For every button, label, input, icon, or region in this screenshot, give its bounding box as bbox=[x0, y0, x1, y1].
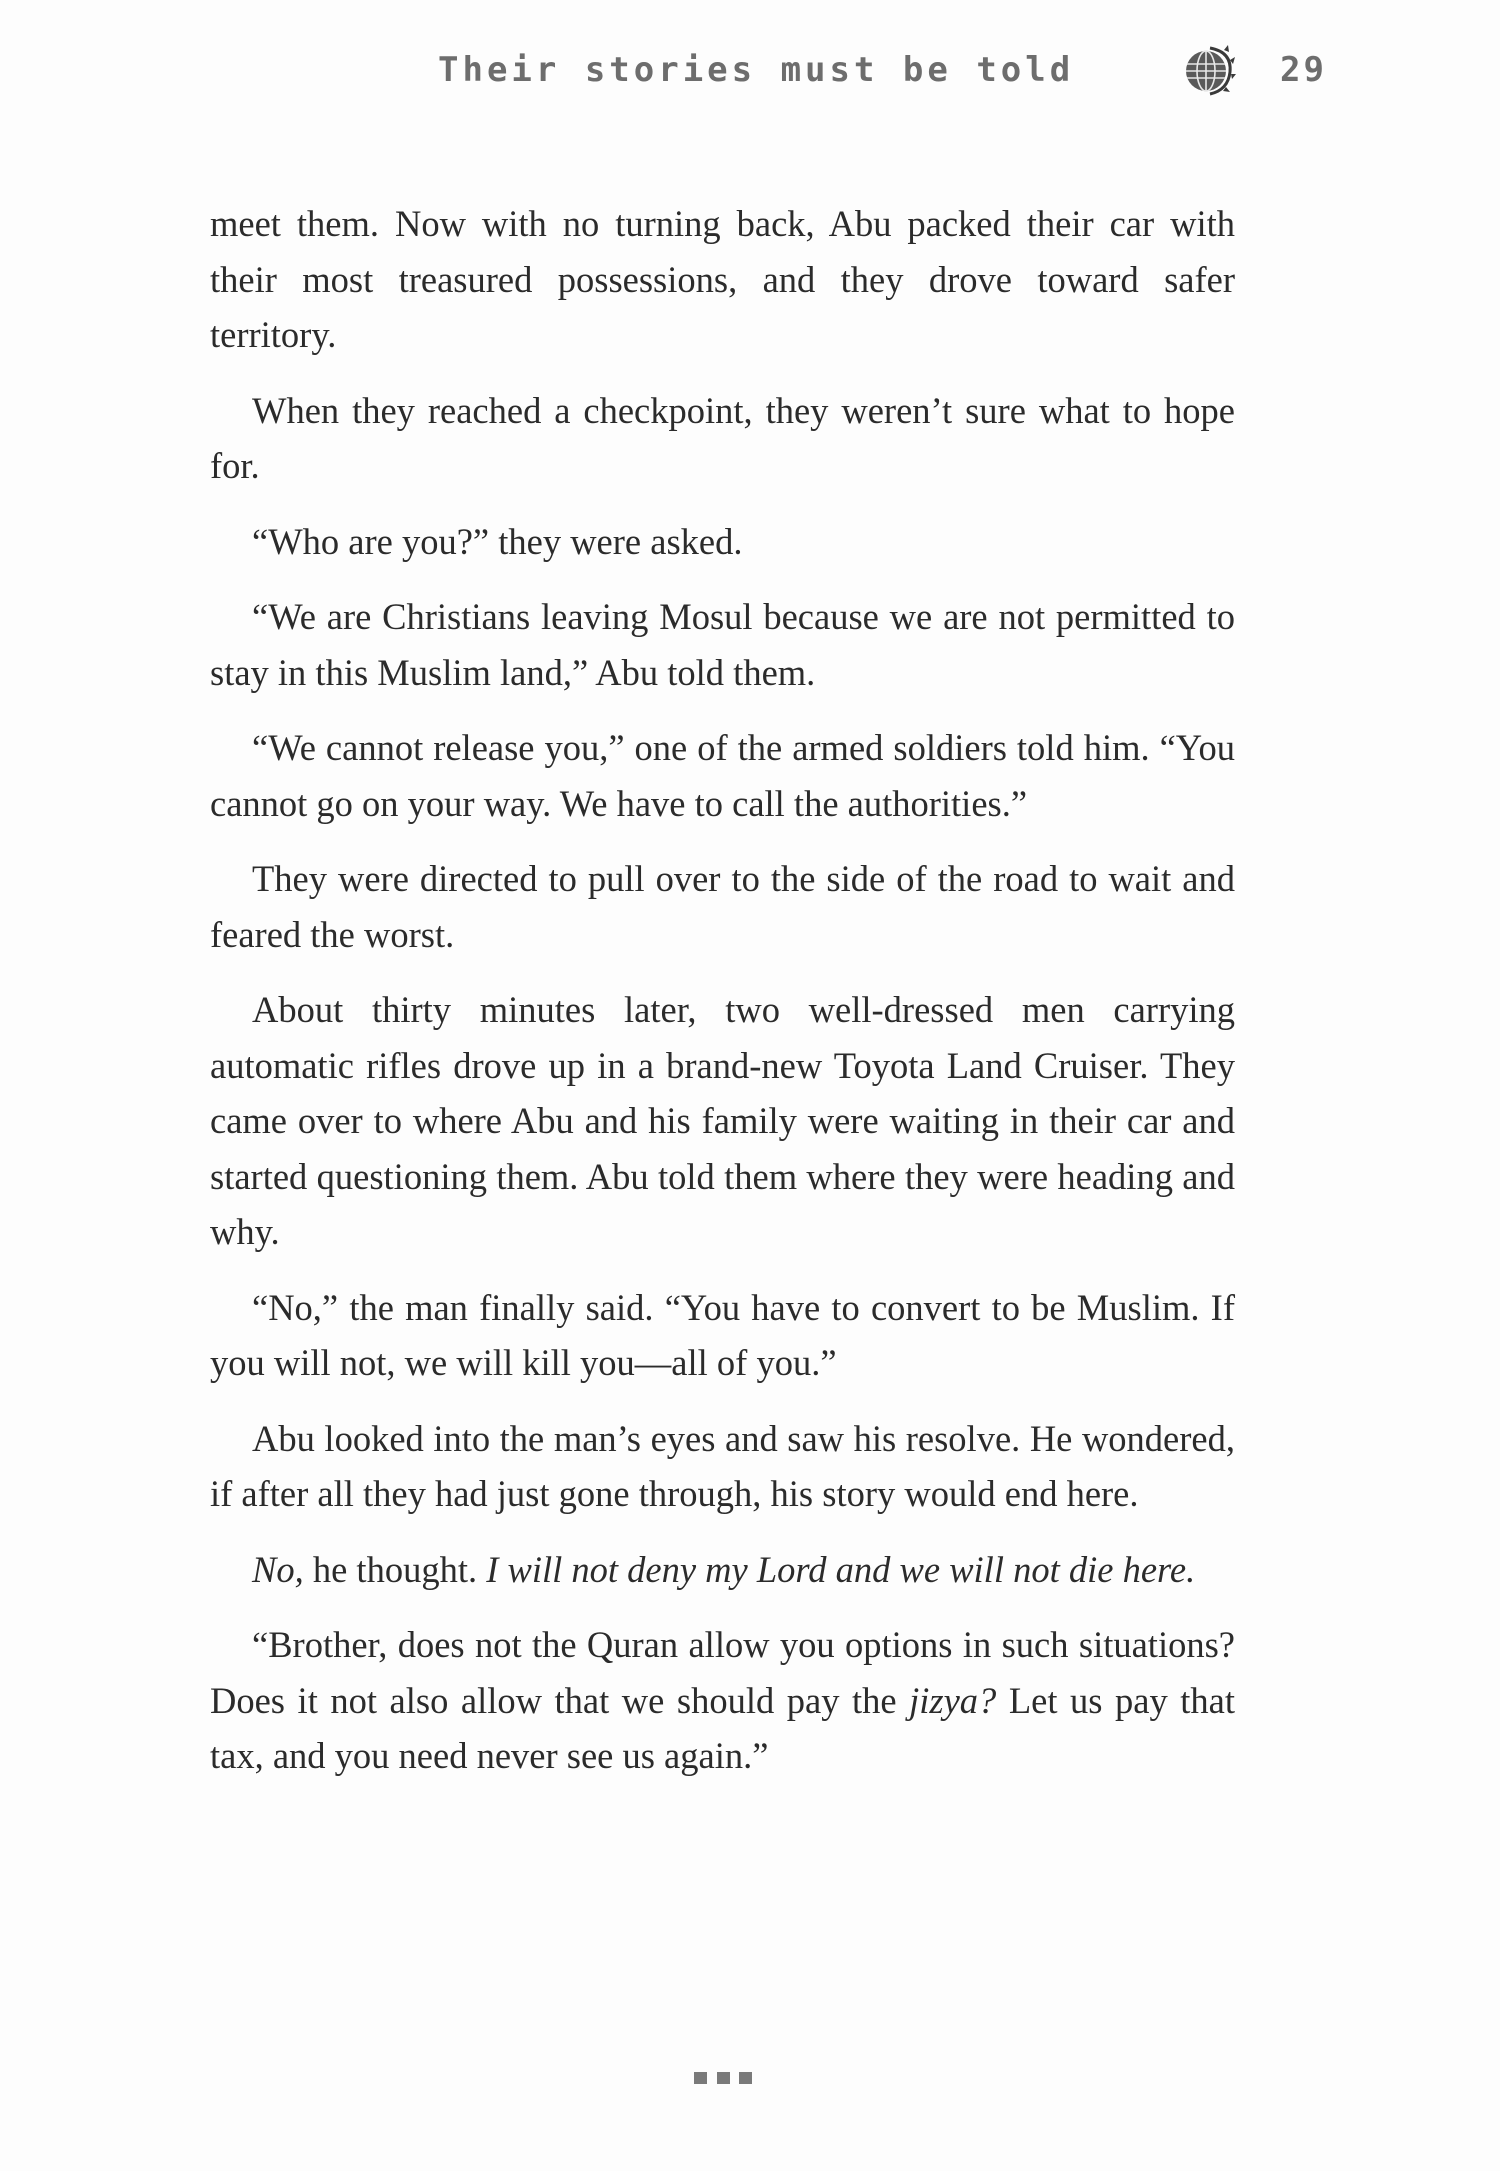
paragraph-8: “No,” the man finally said. “You have to convert to be Muslim. If you will not, we will kill you—all of you.” bbox=[210, 1286, 1235, 1383]
paragraph-3: “Who are you?” they were asked. bbox=[252, 520, 743, 562]
running-title: Their stories must be told bbox=[438, 50, 1075, 90]
tax-text: Let us pay that tax, and you need never see us again.” bbox=[210, 1679, 1235, 1776]
italic-jizya: jizya? bbox=[909, 1679, 997, 1721]
ornament-square bbox=[694, 2072, 707, 2084]
paragraph-6: They were directed to pull over to the side of the road to wait and feared the worst. bbox=[210, 858, 1235, 955]
paragraph-11 bbox=[210, 1617, 1235, 1784]
running-header bbox=[420, 44, 1340, 96]
body-text bbox=[210, 196, 1235, 1804]
paragraph-10 bbox=[210, 1542, 1235, 1598]
paragraph-7: About thirty minutes later, two well-dressed men carrying automatic rifles drove up in a brand-new Toyota Land Cruiser. They came over to where Abu and his family were waiting in their car and started questioning them. Abu told them where they were heading and why. bbox=[210, 989, 1235, 1252]
globe-crown-icon bbox=[1180, 42, 1236, 98]
brother-text: “Brother, does not the Quran allow you options in such situations? Does it not also allow that we should pay the bbox=[210, 1624, 1235, 1721]
he-thought: he thought. bbox=[303, 1548, 487, 1590]
section-break-ornament bbox=[694, 2072, 752, 2086]
paragraph-4: “We are Christians leaving Mosul because we are not permitted to stay in this Muslim land,” Abu told them. bbox=[210, 596, 1235, 693]
italic-thought: I will not deny my Lord and we will not die here. bbox=[486, 1548, 1196, 1590]
italic-no: No, bbox=[252, 1548, 304, 1590]
paragraph-1: meet them. Now with no turning back, Abu packed their car with their most treasured possessions, and they drove toward safer territory. bbox=[210, 203, 1235, 355]
paragraph-5: “We cannot release you,” one of the armed soldiers told him. “You cannot go on your way. We have to call the authorities.” bbox=[210, 727, 1235, 824]
paragraph-9: Abu looked into the man’s eyes and saw his resolve. He wondered, if after all they had just gone through, his story would end here. bbox=[210, 1417, 1235, 1514]
ornament-square bbox=[739, 2072, 752, 2084]
page-number: 29 bbox=[1280, 50, 1327, 90]
ornament-square bbox=[717, 2072, 730, 2084]
paragraph-2: When they reached a checkpoint, they weren’t sure what to hope for. bbox=[210, 389, 1235, 486]
